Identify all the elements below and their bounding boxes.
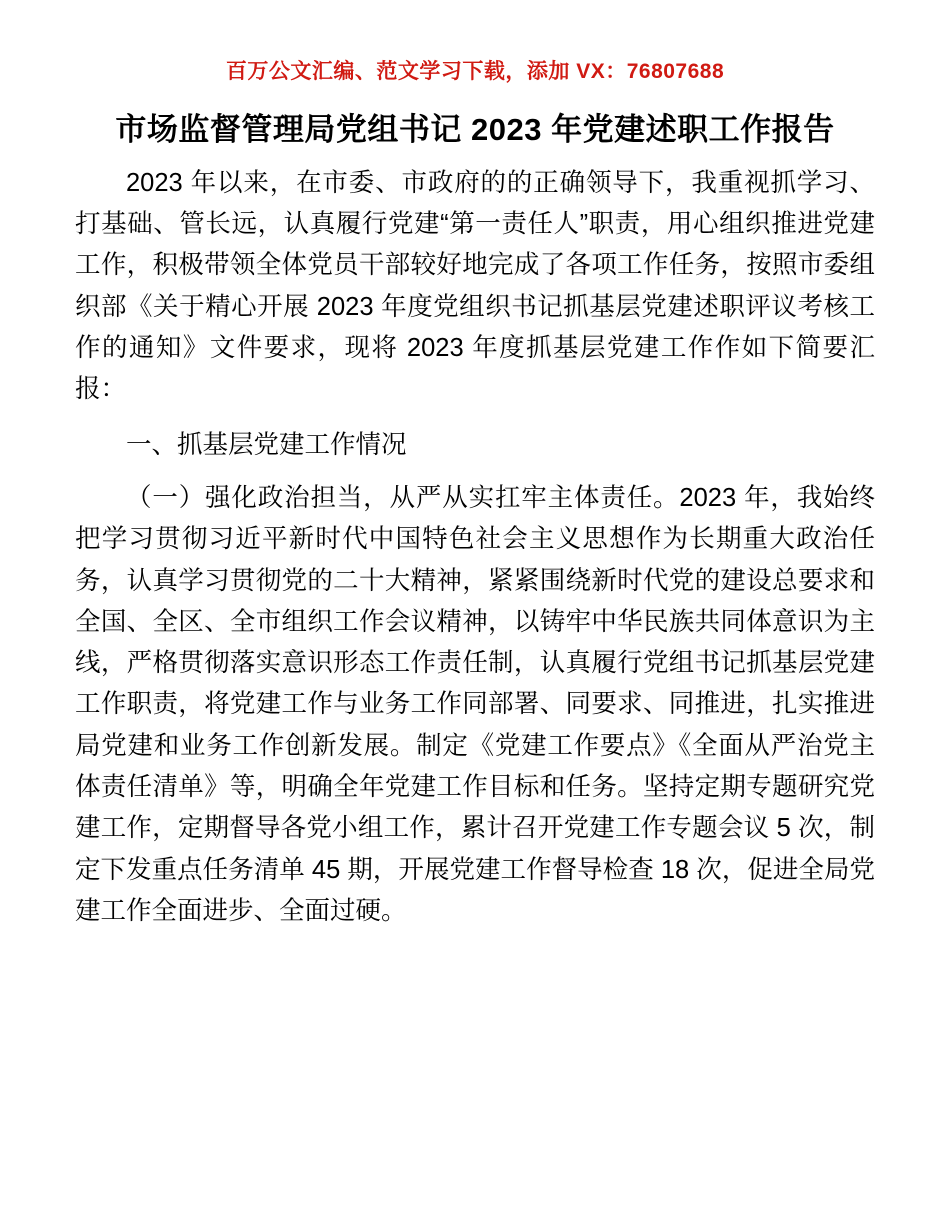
page-title: 市场监督管理局党组书记 2023 年党建述职工作报告: [115, 112, 835, 147]
paragraph-section-one-item-one: （一）强化政治担当，从严从实扛牢主体责任。2023 年，我始终把学习贯彻习近平新时代中国特色社会主义思想作为长期重大政治任务，认真学习贯彻党的二十大精神，紧紧围绕新时代党的建设总要求和全国、全区、全市组织工作会议精神，以铸牢中华民族共同体意识为主线，严格贯彻落实意识形态工作责任制，认真履行党组书记抓基层党建工作职责，将党建工作与业务工作同部署、同要求、同推进，扎实推进局党建和业务工作创新发展。制定《党建工作要点》《全面从严治党主体责任清单》等，明确全年党建工作目标和任务。坚持定期专题研究党建工作，定期督导各党小组工作，累计召开党建工作专题会议 5 次，制定下发重点任务清单 45 期，开展党建工作督导检查 18 次，促进全局党建工作全面进步、全面过硬。: [75, 483, 875, 925]
watermark-banner: 百万公文汇编、范文学习下载，添加 VX：76807688: [225, 60, 725, 83]
paragraph-intro: 2023 年以来，在市委、市政府的的正确领导下，我重视抓学习、打基础、管长远，认真履行党建“第一责任人”职责，用心组织推进党建工作，积极带领全体党员干部较好地完成了各项工作任务，按照市委组织部《关于精心开展 2023 年度党组织书记抓基层党建述职评议考核工作的通知》文件要求，现将 2023 年度抓基层党建工作作如下简要汇报：: [75, 168, 875, 404]
section-heading-one: 一、抓基层党建工作情况: [126, 430, 407, 459]
